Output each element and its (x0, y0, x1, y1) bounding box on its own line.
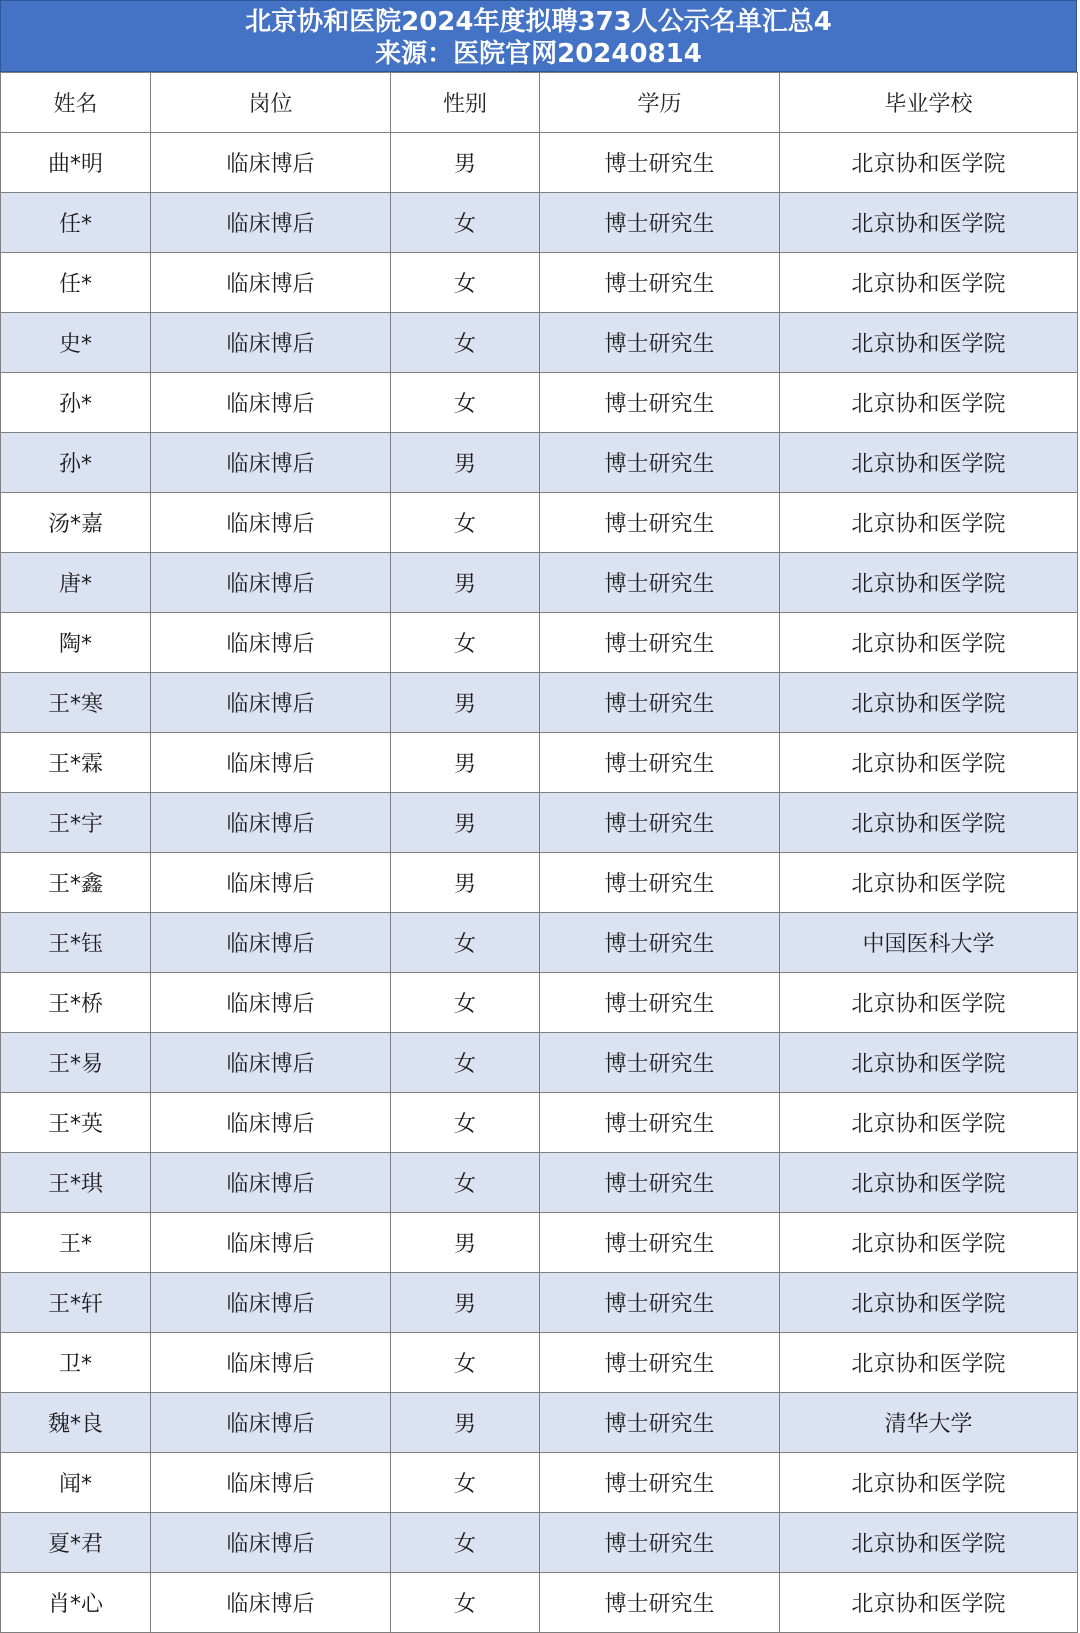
cell-gender: 女 (391, 1153, 540, 1213)
cell-position: 临床博后 (151, 1393, 391, 1453)
cell-position: 临床博后 (151, 1213, 391, 1273)
cell-degree: 博士研究生 (540, 253, 780, 313)
header-position: 岗位 (151, 73, 391, 133)
cell-name: 曲*明 (1, 133, 151, 193)
cell-position: 临床博后 (151, 313, 391, 373)
cell-name: 王*宇 (1, 793, 151, 853)
cell-gender: 男 (391, 673, 540, 733)
header-row (1, 73, 1078, 133)
table-row (1, 1273, 1078, 1333)
table-row (1, 493, 1078, 553)
cell-position: 临床博后 (151, 1093, 391, 1153)
table-row (1, 193, 1078, 253)
cell-position: 临床博后 (151, 193, 391, 253)
cell-position: 临床博后 (151, 733, 391, 793)
table-row (1, 1453, 1078, 1513)
cell-degree: 博士研究生 (540, 733, 780, 793)
cell-degree: 博士研究生 (540, 493, 780, 553)
cell-position: 临床博后 (151, 1333, 391, 1393)
cell-degree: 博士研究生 (540, 1333, 780, 1393)
cell-school: 北京协和医学院 (780, 793, 1078, 853)
cell-gender: 男 (391, 853, 540, 913)
cell-gender: 女 (391, 493, 540, 553)
cell-school: 北京协和医学院 (780, 1333, 1078, 1393)
cell-gender: 男 (391, 133, 540, 193)
cell-degree: 博士研究生 (540, 1153, 780, 1213)
table-row (1, 1333, 1078, 1393)
cell-name: 闻* (1, 1453, 151, 1513)
cell-name: 王* (1, 1213, 151, 1273)
cell-position: 临床博后 (151, 253, 391, 313)
cell-name: 任* (1, 253, 151, 313)
cell-name: 王*鑫 (1, 853, 151, 913)
cell-name: 唐* (1, 553, 151, 613)
cell-name: 魏*良 (1, 1393, 151, 1453)
cell-gender: 女 (391, 1513, 540, 1573)
cell-name: 王*琪 (1, 1153, 151, 1213)
title-line-1: 北京协和医院2024年度拟聘373人公示名单汇总4 (245, 7, 832, 37)
table-row (1, 1393, 1078, 1453)
table-row (1, 313, 1078, 373)
table-row (1, 553, 1078, 613)
cell-degree: 博士研究生 (540, 853, 780, 913)
cell-position: 临床博后 (151, 1273, 391, 1333)
cell-degree: 博士研究生 (540, 313, 780, 373)
cell-position: 临床博后 (151, 133, 391, 193)
cell-degree: 博士研究生 (540, 133, 780, 193)
cell-position: 临床博后 (151, 493, 391, 553)
header-name: 姓名 (1, 73, 151, 133)
cell-gender: 男 (391, 1273, 540, 1333)
cell-position: 临床博后 (151, 913, 391, 973)
cell-gender: 男 (391, 433, 540, 493)
cell-position: 临床博后 (151, 673, 391, 733)
cell-name: 王*寒 (1, 673, 151, 733)
cell-degree: 博士研究生 (540, 793, 780, 853)
cell-school: 中国医科大学 (780, 913, 1078, 973)
cell-school: 北京协和医学院 (780, 253, 1078, 313)
cell-school: 北京协和医学院 (780, 853, 1078, 913)
table-row (1, 673, 1078, 733)
table-row (1, 133, 1078, 193)
cell-gender: 女 (391, 1573, 540, 1633)
table-row (1, 1093, 1078, 1153)
roster-body (1, 133, 1078, 1633)
cell-name: 陶* (1, 613, 151, 673)
cell-school: 北京协和医学院 (780, 673, 1078, 733)
cell-name: 王*英 (1, 1093, 151, 1153)
cell-school: 北京协和医学院 (780, 1213, 1078, 1273)
cell-gender: 男 (391, 553, 540, 613)
cell-degree: 博士研究生 (540, 1573, 780, 1633)
cell-position: 临床博后 (151, 793, 391, 853)
cell-gender: 女 (391, 1333, 540, 1393)
cell-position: 临床博后 (151, 973, 391, 1033)
cell-gender: 女 (391, 613, 540, 673)
cell-gender: 女 (391, 1093, 540, 1153)
cell-degree: 博士研究生 (540, 1393, 780, 1453)
cell-gender: 女 (391, 373, 540, 433)
cell-school: 北京协和医学院 (780, 373, 1078, 433)
table-row (1, 1513, 1078, 1573)
cell-school: 北京协和医学院 (780, 493, 1078, 553)
cell-degree: 博士研究生 (540, 673, 780, 733)
cell-degree: 博士研究生 (540, 193, 780, 253)
table-row (1, 1153, 1078, 1213)
cell-gender: 男 (391, 793, 540, 853)
table-row (1, 433, 1078, 493)
cell-position: 临床博后 (151, 1453, 391, 1513)
cell-school: 北京协和医学院 (780, 733, 1078, 793)
table-row (1, 793, 1078, 853)
cell-name: 卫* (1, 1333, 151, 1393)
cell-position: 临床博后 (151, 853, 391, 913)
cell-school: 北京协和医学院 (780, 313, 1078, 373)
table-row (1, 253, 1078, 313)
cell-name: 王*轩 (1, 1273, 151, 1333)
cell-gender: 男 (391, 733, 540, 793)
table-row (1, 1573, 1078, 1633)
cell-degree: 博士研究生 (540, 973, 780, 1033)
cell-gender: 男 (391, 1213, 540, 1273)
cell-school: 北京协和医学院 (780, 553, 1078, 613)
header-gender: 性别 (391, 73, 540, 133)
cell-degree: 博士研究生 (540, 613, 780, 673)
table-row (1, 1033, 1078, 1093)
cell-gender: 女 (391, 313, 540, 373)
title-banner (0, 0, 1077, 72)
cell-position: 临床博后 (151, 1573, 391, 1633)
cell-name: 王*易 (1, 1033, 151, 1093)
cell-name: 孙* (1, 433, 151, 493)
cell-school: 北京协和医学院 (780, 1573, 1078, 1633)
cell-position: 临床博后 (151, 613, 391, 673)
cell-degree: 博士研究生 (540, 913, 780, 973)
cell-position: 临床博后 (151, 1513, 391, 1573)
cell-position: 临床博后 (151, 1033, 391, 1093)
cell-degree: 博士研究生 (540, 1453, 780, 1513)
table-row (1, 733, 1078, 793)
table-row (1, 973, 1078, 1033)
table-row (1, 853, 1078, 913)
cell-school: 北京协和医学院 (780, 1093, 1078, 1153)
cell-position: 临床博后 (151, 553, 391, 613)
cell-school: 北京协和医学院 (780, 1453, 1078, 1513)
cell-degree: 博士研究生 (540, 1213, 780, 1273)
header-school: 毕业学校 (780, 73, 1078, 133)
cell-gender: 男 (391, 1393, 540, 1453)
cell-position: 临床博后 (151, 373, 391, 433)
cell-school: 北京协和医学院 (780, 193, 1078, 253)
cell-position: 临床博后 (151, 433, 391, 493)
cell-name: 孙* (1, 373, 151, 433)
title-line-2: 来源：医院官网20240814 (375, 39, 702, 69)
cell-school: 北京协和医学院 (780, 613, 1078, 673)
cell-name: 王*桥 (1, 973, 151, 1033)
cell-name: 夏*君 (1, 1513, 151, 1573)
cell-name: 任* (1, 193, 151, 253)
cell-gender: 女 (391, 1033, 540, 1093)
cell-school: 清华大学 (780, 1393, 1078, 1453)
cell-gender: 女 (391, 253, 540, 313)
cell-degree: 博士研究生 (540, 1093, 780, 1153)
header-degree: 学历 (540, 73, 780, 133)
cell-degree: 博士研究生 (540, 1033, 780, 1093)
cell-name: 肖*心 (1, 1573, 151, 1633)
cell-school: 北京协和医学院 (780, 1153, 1078, 1213)
cell-school: 北京协和医学院 (780, 1273, 1078, 1333)
cell-name: 王*霖 (1, 733, 151, 793)
cell-gender: 女 (391, 1453, 540, 1513)
cell-degree: 博士研究生 (540, 1513, 780, 1573)
cell-school: 北京协和医学院 (780, 1033, 1078, 1093)
cell-position: 临床博后 (151, 1153, 391, 1213)
cell-name: 王*钰 (1, 913, 151, 973)
cell-name: 史* (1, 313, 151, 373)
cell-gender: 女 (391, 973, 540, 1033)
cell-gender: 女 (391, 913, 540, 973)
cell-degree: 博士研究生 (540, 433, 780, 493)
cell-gender: 女 (391, 193, 540, 253)
table-row (1, 1213, 1078, 1273)
table-row (1, 613, 1078, 673)
table-row (1, 913, 1078, 973)
roster-table (0, 72, 1078, 1633)
cell-name: 汤*嘉 (1, 493, 151, 553)
cell-degree: 博士研究生 (540, 553, 780, 613)
cell-degree: 博士研究生 (540, 1273, 780, 1333)
table-row (1, 373, 1078, 433)
cell-school: 北京协和医学院 (780, 1513, 1078, 1573)
cell-degree: 博士研究生 (540, 373, 780, 433)
cell-school: 北京协和医学院 (780, 433, 1078, 493)
cell-school: 北京协和医学院 (780, 973, 1078, 1033)
cell-school: 北京协和医学院 (780, 133, 1078, 193)
